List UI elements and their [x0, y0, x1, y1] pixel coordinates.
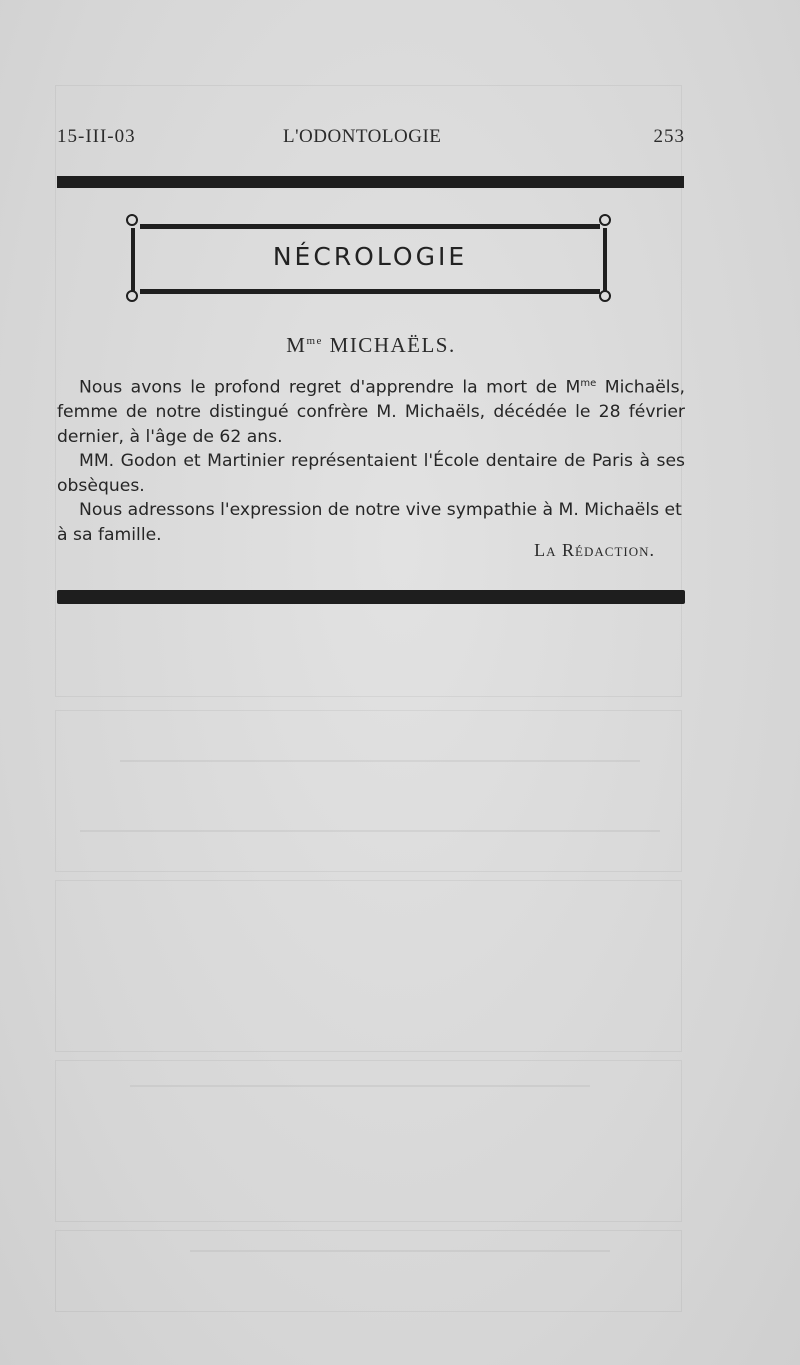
- signature: La Rédaction.: [534, 540, 655, 560]
- bleed-through-box: [55, 880, 682, 1052]
- running-head: [57, 126, 685, 150]
- paragraph: MM. Godon et Martinier représentaient l'École dentaire de Paris à ses obsèques.: [57, 451, 685, 496]
- article-body: [57, 372, 685, 547]
- paragraph: Nous adressons l'expression de notre vive sympathie à M. Michaëls et à sa famille.: [57, 500, 682, 545]
- article-title-name: MICHAËLS.: [329, 333, 456, 357]
- frame-left-line: [131, 228, 135, 292]
- paragraph: [57, 372, 685, 449]
- article-title-prefix: M: [286, 333, 307, 357]
- frame-top-line: [140, 224, 600, 229]
- frame-corner-ornament: [126, 290, 138, 302]
- paragraph-text: Nous avons le profond regret d'apprendre la mort de M: [79, 377, 581, 398]
- bleed-through-line: [190, 1250, 610, 1252]
- frame-bottom-line: [140, 289, 600, 294]
- bleed-through-box: [55, 1230, 682, 1312]
- frame-corner-ornament: [599, 214, 611, 226]
- bleed-through-line: [130, 1085, 590, 1087]
- bottom-rule: [57, 590, 685, 604]
- top-rule: [57, 176, 684, 188]
- frame-corner-ornament: [126, 214, 138, 226]
- article-title: [57, 333, 685, 358]
- paragraph-text: Michaëls, femme de notre distingué confrère M. Michaëls, décédée le 28 février dernier, à l'âge de 62 ans.: [57, 377, 685, 447]
- journal-title: L'ODONTOLOGIE: [283, 126, 442, 147]
- issue-date: 15-III-03: [57, 126, 136, 147]
- bleed-through-box: [55, 710, 682, 872]
- bleed-through-line: [80, 830, 660, 832]
- frame-right-line: [603, 228, 607, 292]
- frame-corner-ornament: [599, 290, 611, 302]
- section-title: NÉCROLOGIE: [272, 242, 468, 271]
- article-title-superscript: me: [306, 335, 323, 347]
- page-number: 253: [653, 126, 685, 147]
- paragraph-superscript: me: [580, 378, 597, 389]
- bleed-through-line: [120, 760, 640, 762]
